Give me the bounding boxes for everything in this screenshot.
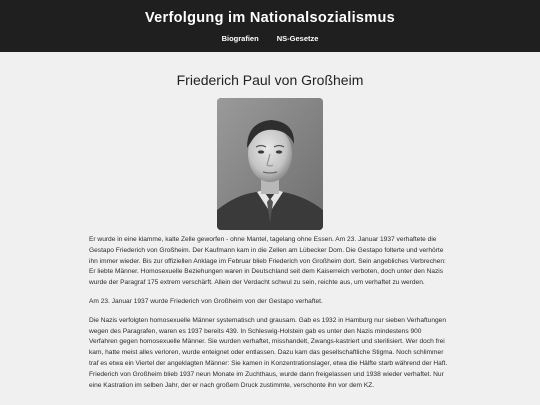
site-title[interactable]: Verfolgung im Nationalsozialismus — [145, 10, 395, 26]
nav-link-ns-gesetze[interactable]: NS-Gesetze — [276, 34, 319, 43]
biography-text — [89, 235, 451, 399]
main-nav — [0, 34, 540, 43]
paragraph-intro: Er wurde in eine klamme, kalte Zelle geworfen - ohne Mantel, tagelang ohne Essen. Am 23. Januar 1937 verhaftete die Gestapo Friederich von Großheim. Der Kaufmann kam in die Zellen am Lübecker Dom. Die Gestapo folterte und verhörte ihn immer wieder. Bis zur offiziellen Anklage im Februar blieb Friederich von Großheim dort. Sein angebliches Verbrechen: Er liebte Männer. Homosexuelle Beziehungen waren in Deutschland seit dem Kaiserreich verboten, doch unter den Nazis wurde der Paragraf 175 extrem verschärft. Allein der Verdacht schwul zu sein, reichte aus, um verhaftet zu werden. — [89, 236, 446, 287]
page-title: Friederich Paul von Großheim — [176, 72, 364, 88]
portrait-photo — [217, 98, 323, 230]
nav-link-biografien[interactable]: Biografien — [221, 34, 259, 43]
paragraph-persecution: Die Nazis verfolgten homosexuelle Männer systematisch und grausam. Gab es 1932 in Hamburg nur sieben Verhaftungen wegen des Paragrafen, waren es 1937 bereits 439. In Schleswig-Holstein gab es unter den Nazis mindestens 900 Verfahren gegen homosexuelle Männer. Sie wurden verhaftet, misshandelt, Zwangs-kastriert und sterilisiert. Wer doch frei kam, hatte meist alles verloren, wurde enteignet oder entlassen. Dazu kam das gesellschaftliche Stigma. Noch schlimmer traf es etwa ein Viertel der angeklagten Männer: Sie kamen in Konzentrationslager, etwa die Hälfte starb während der Haft. Friederich von Großheim blieb 1937 neun Monate im Zuchthaus, wurde dann freigelassen und 1938 wieder verhaftet. Nur eine Kastration im selben Jahr, der er nach großem Druck zustimmte, verschonte ihn vor dem KZ. — [89, 316, 448, 389]
paragraph-arrest: Am 23. Januar 1937 wurde Friederich von Großheim von der Gestapo verhaftet. — [89, 297, 323, 305]
site-header — [0, 0, 540, 52]
